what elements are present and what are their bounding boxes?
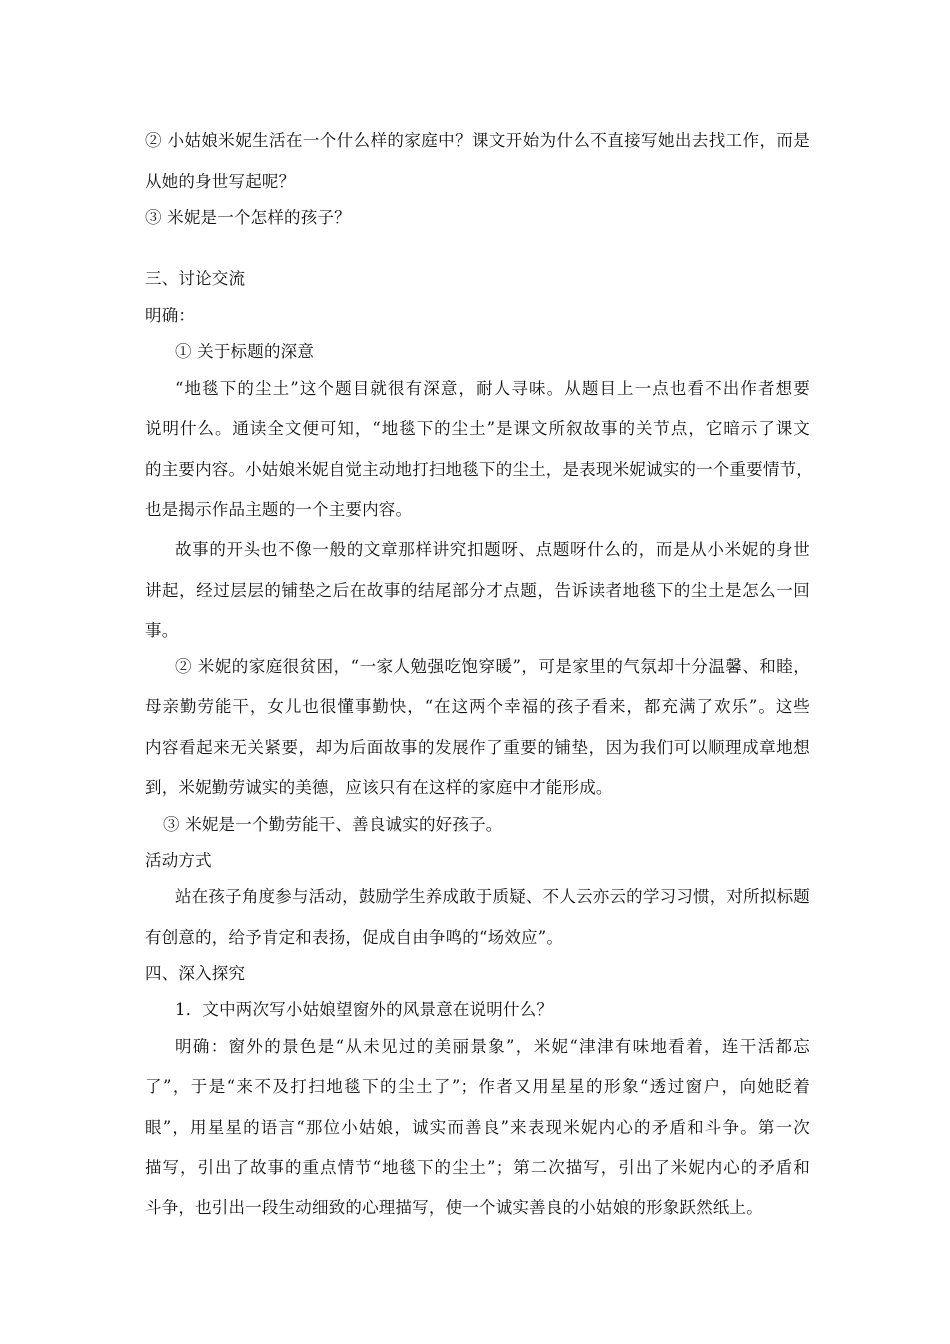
question-2-line-1: ② 小姑娘米妮生活在一个什么样的家庭中？课文开始为什么不直接写她出去找工作，而是 — [145, 131, 810, 150]
clarify-label: 明确： — [145, 306, 196, 325]
paragraph-opening-line-2: 讲起，经过层层的铺垫之后在故事的结尾部分才点题，告诉读者地毯下的尘土是怎么一回 — [145, 581, 810, 600]
explore-answer-line-4: 描写，引出了故事的重点情节“地毯下的尘土”；第二次描写，引出了米妮内心的矛盾和 — [145, 1158, 810, 1177]
paragraph-title-line-2: 说明什么。通读全文便可知，“地毯下的尘土”是课文所叙故事的关节点，它暗示了课文 — [145, 419, 810, 438]
paragraph-title-line-1: “地毯下的尘土”这个题目就很有深意，耐人寻味。从题目上一点也看不出作者想要 — [175, 379, 810, 398]
explore-question-1: 1．文中两次写小姑娘望窗外的风景意在说明什么？ — [175, 1000, 554, 1019]
title-meaning-heading: ① 关于标题的深意 — [175, 342, 315, 361]
question-2-line-2: 从她的身世写起呢？ — [145, 172, 296, 191]
explore-answer-line-5: 斗争，也引出一段生动细致的心理描写，使一个诚实善良的小姑娘的形象跃然纸上。 — [145, 1198, 763, 1217]
section-heading-discussion: 三、讨论交流 — [145, 269, 246, 288]
conclusion-3: ③ 米妮是一个勤劳能干、善良诚实的好孩子。 — [163, 815, 503, 834]
paragraph-family-line-2: 母亲勤劳能干，女儿也很懂事勤快，“在这两个幸福的孩子看来，都充满了欢乐”。这些 — [145, 697, 810, 716]
activity-method-line-1: 站在孩子角度参与活动，鼓励学生养成敢于质疑、不人云亦云的学习习惯，对所拟标题 — [175, 887, 810, 906]
question-3: ③ 米妮是一个怎样的孩子？ — [145, 208, 351, 227]
explore-answer-line-2: 了”，于是“来不及打扫地毯下的尘土了”；作者又用星星的形象“透过窗户，向她眨着 — [145, 1077, 810, 1096]
section-heading-explore: 四、深入探究 — [145, 964, 246, 983]
paragraph-opening-line-3: 事。 — [145, 621, 179, 640]
paragraph-title-line-3: 的主要内容。小姑娘米妮自觉主动地打扫地毯下的尘土，是表现米妮诚实的一个重要情节， — [145, 460, 813, 479]
paragraph-opening-line-1: 故事的开头也不像一般的文章那样讲究扣题呀、点题呀什么的，而是从小米妮的身世 — [175, 540, 810, 559]
explore-answer-line-1: 明确：窗外的景色是“从未见过的美丽景象”，米妮“津津有味地看着，连干活都忘 — [175, 1037, 810, 1056]
paragraph-family-line-3: 内容看起来无关紧要，却为后面故事的发展作了重要的铺垫，因为我们可以顺理成章地想 — [145, 738, 810, 757]
paragraph-title-line-4: 也是揭示作品主题的一个主要内容。 — [145, 500, 413, 519]
paragraph-family-line-4: 到，米妮勤劳诚实的美德，应该只有在这样的家庭中才能形成。 — [145, 778, 613, 797]
explore-answer-line-3: 眼”，用星星的语言“那位小姑娘，诚实而善良”来表现米妮内心的矛盾和斗争。第一次 — [145, 1118, 810, 1137]
activity-method-heading: 活动方式 — [145, 851, 212, 870]
activity-method-line-2: 有创意的，给予肯定和表扬，促成自由争鸣的“场效应”。 — [145, 928, 564, 947]
paragraph-family-line-1: ② 米妮的家庭很贫困，“一家人勉强吃饱穿暖”，可是家里的气氛却十分温馨、和睦， — [175, 657, 810, 676]
